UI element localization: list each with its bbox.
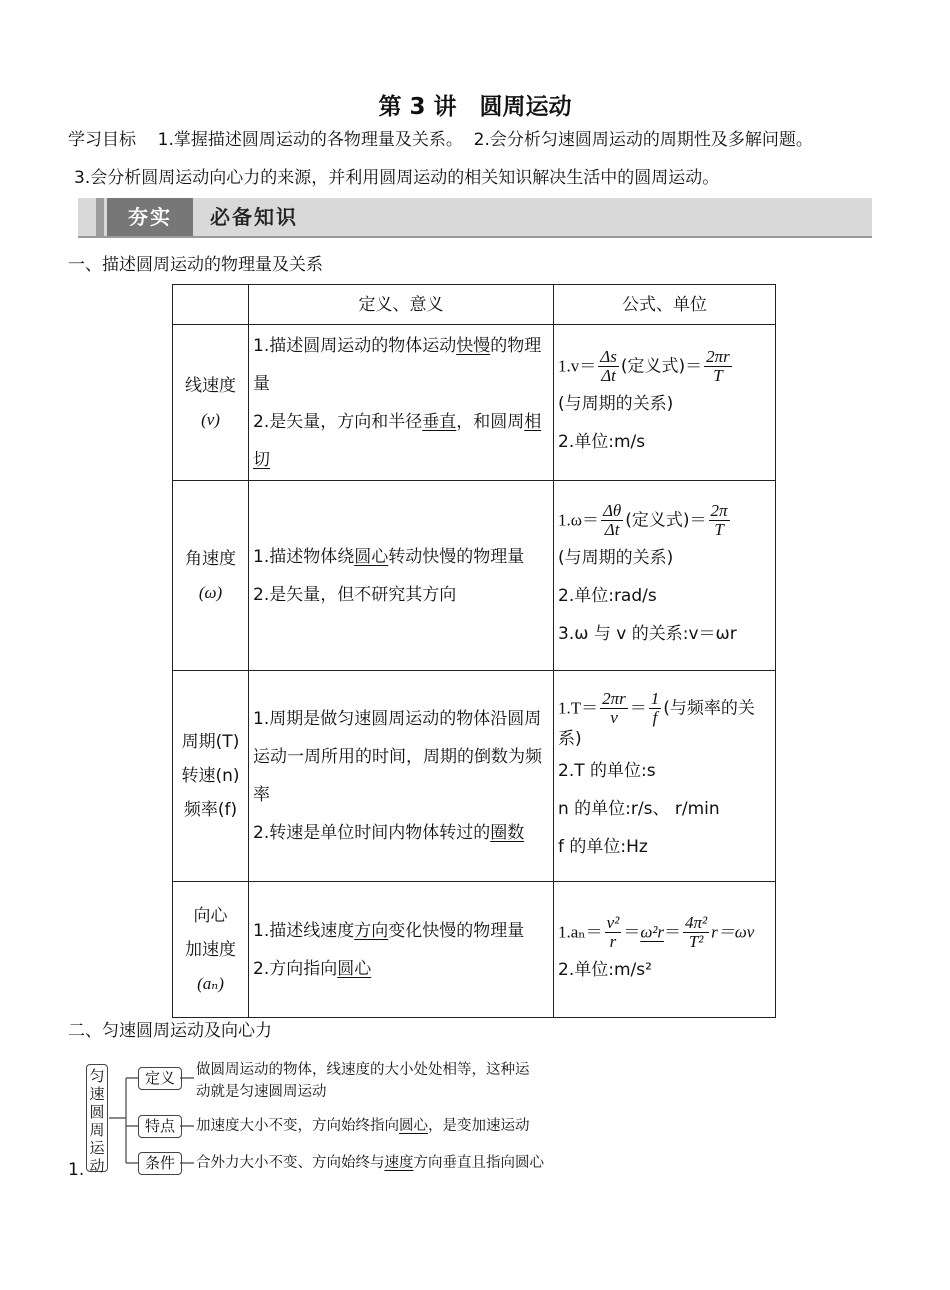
goal-1: 1.掌握描述圆周运动的各物理量及关系。: [157, 130, 463, 150]
formula-line: 1.ω＝ $\frac{\Delta\theta}{\Delta t}$ (定义式)＝ $\frac{2\pi}{T}$: [558, 501, 728, 539]
formula-line: 1.T＝ $\frac{2\pi r}{v}$ ＝ $\frac{1}{f}$ (与频率的关系): [558, 688, 755, 750]
formula-line: 1.v＝ $\frac{\Delta s}{\Delta t}$ (定义式)＝ $\frac{2\pi r}{T}$: [558, 347, 730, 385]
goal-3: 3.会分析圆周运动向心力的来源，并利用圆周运动的相关知识解决生活中的圆周运动。: [74, 168, 720, 188]
quantity-name: 线速度 (v): [173, 325, 249, 481]
concept-condition-text: 合外力大小不变、方向始终与速度方向垂直且指向圆心: [196, 1155, 544, 1171]
table-header-row: [173, 285, 776, 325]
table-row-angular-velocity: [173, 481, 776, 671]
definition-cell: 1.描述物体绕圆心转动快慢的物理量 2.是矢量，但不研究其方向: [249, 481, 554, 671]
formula-cell: 1.T＝ $\frac{2\pi r}{v}$ ＝ $\frac{1}{f}$ (与频率的关系) 2.T 的单位:s n 的单位:r/s、 r/min f 的单位:Hz: [554, 671, 776, 882]
concept-definition-text: 做圆周运动的物体，线速度的大小处处相等，这种运 动就是匀速圆周运动: [196, 1062, 530, 1100]
formula-cell: 1.v＝ $\frac{\Delta s}{\Delta t}$ (定义式)＝ $\frac{2\pi r}{T}$ (与周期的关系) 2.单位:m/s: [554, 325, 776, 481]
formula-cell: 1.aₙ＝ $\frac{\text{v²}}{r}$ ＝ω²r＝ $\frac{\text{4π²}}{\text{T²}}$ r＝ωv 2.单位:m/s²: [554, 882, 776, 1018]
formula-line: 1.aₙ＝ $\frac{\text{v²}}{r}$ ＝ω²r＝ $\frac{\text{4π²}}{\text{T²}}$ r＝ωv: [558, 913, 755, 951]
quantities-table: [172, 284, 776, 1018]
definition-cell: 1.描述圆周运动的物体运动快慢的物理量 2.是矢量，方向和半径垂直，和圆周相切: [249, 325, 554, 481]
table-row-linear-velocity: [173, 325, 776, 481]
section-heading-2: 二、匀速圆周运动及向心力: [68, 1021, 272, 1041]
table-row-centripetal-acceleration: [173, 882, 776, 1018]
definition-cell: 1.描述线速度方向变化快慢的物理量 2.方向指向圆心: [249, 882, 554, 1018]
banner-accent: [96, 198, 104, 236]
header-cell-formula: 公式、单位: [554, 285, 776, 325]
table-row-period: [173, 671, 776, 882]
learning-goals-line-2: [74, 163, 719, 188]
concept-map-root: 匀速圆周运动: [86, 1064, 108, 1172]
quantity-name: 向心 加速度 (aₙ): [173, 882, 249, 1018]
definition-cell: 1.周期是做匀速圆周运动的物体沿圆周运动一周所用的时间，周期的倒数为频率 2.转速是单位时间内物体转过的圈数: [249, 671, 554, 882]
goals-label: 学习目标: [68, 130, 136, 150]
banner-title: 必备知识: [210, 205, 298, 229]
concept-condition-box: 条件: [138, 1152, 182, 1175]
quantity-name: 角速度 (ω): [173, 481, 249, 671]
banner-tag: 夯实: [107, 198, 193, 236]
goal-2: 2.会分析匀速圆周运动的周期性及多解问题。: [473, 130, 813, 150]
header-cell-definition: 定义、意义: [249, 285, 554, 325]
concept-map-number: 1.: [68, 1160, 85, 1180]
formula-cell: 1.ω＝ $\frac{\Delta\theta}{\Delta t}$ (定义式)＝ $\frac{2\pi}{T}$ (与周期的关系) 2.单位:rad/s 3.ω 与 v 的关系:v＝ωr: [554, 481, 776, 671]
header-cell-empty: [173, 285, 249, 325]
page-title: 第 3 讲 圆周运动: [378, 94, 572, 120]
learning-goals-line-1: [68, 125, 813, 150]
concept-definition-box: 定义: [138, 1067, 182, 1090]
quantity-name: 周期(T) 转速(n) 频率(f): [173, 671, 249, 882]
section-heading-1: 一、描述圆周运动的物理量及关系: [68, 255, 323, 275]
concept-map: [68, 1062, 568, 1192]
section-banner: [78, 198, 872, 238]
concept-feature-box: 特点: [138, 1115, 182, 1138]
concept-feature-text: 加速度大小不变，方向始终指向圆心，是变加速运动: [196, 1118, 530, 1134]
